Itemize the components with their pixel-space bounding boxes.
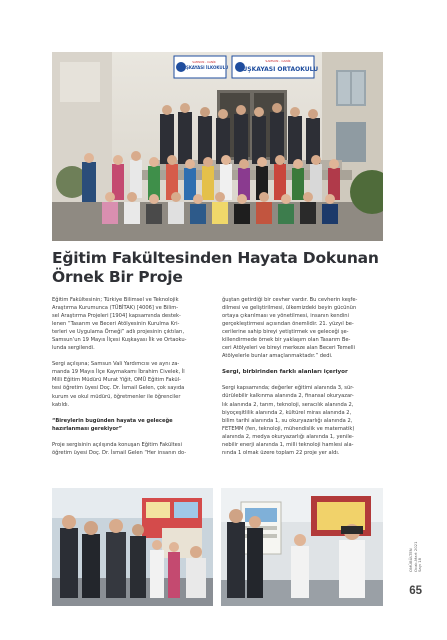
text-line: nında 1 olmak üzere toplam 22 proje yer aldı. bbox=[222, 449, 340, 456]
text-line: tesi öğretim üyesi Doç. Dr. İsmail Gelen, çok sayıda bbox=[52, 385, 185, 392]
text-line: gerçekleştirmesi açısından önemlidir. 21. yüzyıl be- bbox=[222, 321, 354, 328]
text-line: Proje sergisinin açılışında konuşan Eğitim Fakültesi bbox=[52, 441, 182, 448]
issue-caption-line-1: OMÜBÜLTEN bbox=[408, 548, 413, 572]
right-paragraph-1 bbox=[222, 296, 383, 360]
text-line: lenen “Tasarım ve Beceri Atölyesinin Kurulma Kri- bbox=[52, 321, 180, 328]
exhibition-visit-illustration bbox=[52, 488, 213, 606]
page-number: 65 bbox=[409, 585, 422, 597]
headline-line-2: Örnek Bir Proje bbox=[52, 268, 183, 286]
text-line: ğuştan getirdiği bir cevher vardır. Bu cevherin keşfe- bbox=[222, 297, 358, 303]
text-line: ortaya çıkarılması ve yönetilmesi, insanın kendini bbox=[222, 313, 349, 320]
text-line: öğretim üyesi Doç. Dr. İsmail Gelen “Her insanın do- bbox=[52, 449, 187, 456]
text-line: terleri ve Uygulama Örneği” adlı projesinin çıktıları, bbox=[52, 329, 185, 336]
top-group-photo bbox=[52, 52, 383, 241]
text-line: kurum ve okul müdürü, öğretmenler ile öğrenciler bbox=[52, 393, 181, 400]
exhibition-photo-left bbox=[52, 488, 213, 606]
text-line: sel Araştırma Projeleri [1904] kapsamında destek- bbox=[52, 313, 181, 320]
group-photo-illustration bbox=[52, 52, 383, 241]
exhibition-photo-right bbox=[221, 488, 383, 606]
left-paragraph-3 bbox=[52, 441, 212, 457]
text-line: Sergi açılışına; Samsun Vali Yardımcısı ve aynı za- bbox=[52, 361, 180, 368]
text-line: dilmesi ve geliştirilmesi, ülkemizdeki beyin gücünün bbox=[222, 305, 357, 312]
right-paragraph-2 bbox=[222, 384, 383, 456]
school-sign-primary bbox=[174, 56, 228, 78]
text-line: Eğitim Fakültesinin; Türkiye Bilimsel ve Teknolojik bbox=[52, 297, 179, 303]
student-presentation-illustration bbox=[221, 488, 383, 606]
text-line: lık alanında 2, tarım, teknoloji, seracılık alanında 2, bbox=[222, 401, 354, 408]
subheading-line: hazırlanması gerekiyor” bbox=[52, 425, 123, 432]
article-column-right bbox=[222, 296, 383, 457]
text-line: Sergi kapsamında; değerler eğitimi alanında 3, sür- bbox=[222, 385, 354, 392]
text-line: Milli Eğitim Müdürü Murat Yiğit, OMÜ Eğitim Fakül- bbox=[52, 377, 181, 384]
school-sign-secondary bbox=[232, 56, 318, 78]
sign-left-city: SAMSUN - CANİK bbox=[192, 60, 216, 64]
text-line: Araştırma Kurumunca (TÜBİTAK) [4006] ve Bilim- bbox=[52, 305, 179, 312]
right-subheading: Sergi, birbirinden farklı alanları içeriyor bbox=[222, 369, 348, 376]
text-line: manda 19 Mayıs İlçe Kaymakamı İbrahim Civelek, İl bbox=[52, 369, 185, 376]
left-paragraph-1 bbox=[52, 296, 212, 352]
sign-right-school-name: KUŞKAYASI ORTAOKULU bbox=[237, 66, 319, 73]
text-line: ceri Atölyeleri ve bireyi merkeze alan Beceri Temelli bbox=[222, 345, 356, 352]
left-paragraph-2 bbox=[52, 360, 212, 408]
left-subheading bbox=[52, 417, 212, 433]
issue-caption-line-3: Sayı 18 bbox=[417, 557, 423, 572]
text-line: bilim tarihi alanında 1, su okuryazarlığı alanında 2, bbox=[222, 417, 353, 424]
text-line: cerilerine sahip bireyi yetiştirmek ve geleceği şe- bbox=[222, 329, 349, 336]
text-line: FETEMM (fen, teknoloji, mühendislik ve matematik) bbox=[222, 425, 355, 432]
text-line: nebilir enerji alanında 1, milli teknoloji hamlesi ala- bbox=[222, 441, 354, 448]
sign-right-city: SAMSUN - CANİK bbox=[265, 59, 291, 63]
article-column-left bbox=[52, 296, 212, 457]
text-line: killendirmede örnek bir yaklaşım olan Tasarım Be- bbox=[222, 337, 351, 344]
article-headline bbox=[52, 249, 392, 287]
headline-line-1: Eğitim Fakültesinden Hayata Dokunan bbox=[52, 249, 379, 267]
text-line: dürülebilir kalkınma alanında 2, finansal okuryazar- bbox=[222, 393, 354, 400]
sign-left-school-name: KUŞKAYASI İLKOKULU bbox=[179, 65, 229, 70]
text-line: biyoçeşitlilik alanında 2, kültürel miras alanında 2, bbox=[222, 409, 352, 416]
subheading-line: “Bireylerin bugünden hayata ve geleceğe bbox=[52, 417, 173, 424]
text-line: alanında 2, medya okuryazarlığı alanında 1, yenile- bbox=[222, 433, 354, 440]
text-line: lunda sergilendi. bbox=[52, 345, 95, 352]
text-line: Samsun’un 19 Mayıs İlçesi Kuşkayası İlk ve Ortaoku- bbox=[52, 337, 187, 344]
text-line: katıldı. bbox=[52, 401, 70, 408]
issue-caption bbox=[408, 532, 423, 572]
text-line: Atölyelerle bunlar amaçlanmaktadır.” dedi. bbox=[222, 353, 333, 360]
issue-caption-line-2: Ocak-Mart 2021 bbox=[412, 541, 418, 572]
